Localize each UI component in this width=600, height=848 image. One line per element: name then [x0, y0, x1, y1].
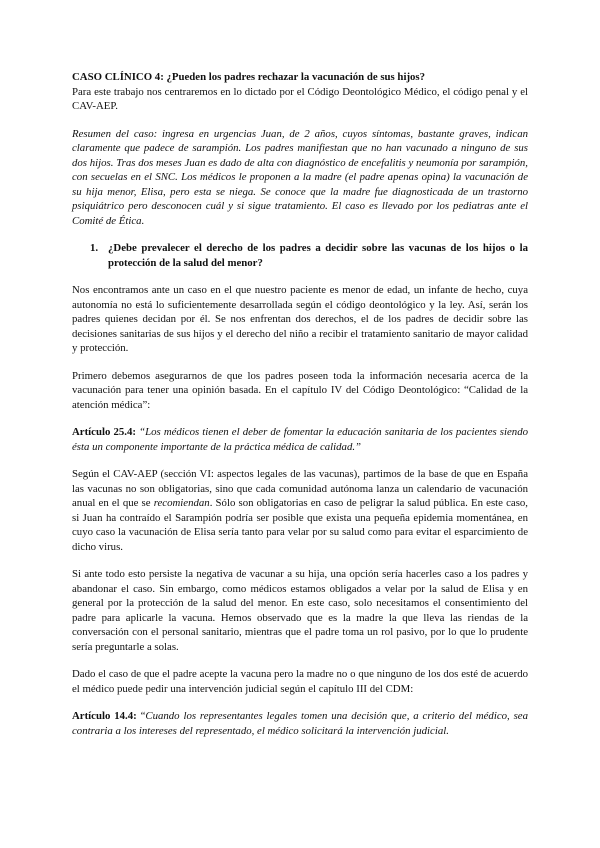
paragraph-2: Primero debemos asegurarnos de que los padres poseen toda la información necesaria acerca de la vacunación para tener una opinión basada. En el capítulo IV del Código Deontológico: “Calidad de la atención médica”:	[72, 369, 528, 411]
case-summary: Resumen del caso: ingresa en urgencias Juan, de 2 años, cuyos síntomas, bastante graves, indican claramente que padece de sarampión. Los padres manifiestan que no han vacunado a ninguno de sus dos hijos. Tras dos meses Juan es dado de alta con diagnóstico de encefalitis y neumonía por sarampión, con secuelas en el SNC. Los médicos le proponen a la madre (el padre apenas opina) la vacunación de su hija menor, Elisa, pero esta se niega. Se conoce que la madre fue diagnosticada de un trastorno psiquiátrico pero desconocen cuál y si sigue tratamiento. El caso es llevado por los pediatras ante el Comité de Ética.	[72, 127, 528, 227]
paragraph-5: Dado el caso de que el padre acepte la vacuna pero la madre no o que ninguno de los dos esté de acuerdo el médico puede pedir una intervención judicial según el capítulo III del CDM:	[72, 668, 528, 695]
article-25-4-label: Artículo 25.4:	[72, 426, 136, 438]
document-page	[72, 70, 528, 738]
paragraph-4: Si ante todo esto persiste la negativa de vacunar a su hija, una opción sería hacerles caso a los padres y abandonar el caso. Sin embargo, como médicos estamos obligados a velar por la salud de Elisa y en general por la protección de la salud del menor. En este caso, solo necesitamos el consentimiento del padre para aplicarle la vacuna. Hemos observado que es la madre la que lleva las riendas de la conversación con el personal sanitario, mientras que el padre toma un rol pasivo, por lo que lo prudente sería preguntarle a solas.	[72, 568, 528, 653]
article-14-4-label: Artículo 14.4:	[72, 710, 137, 722]
article-14-4	[72, 709, 528, 738]
article-14-4-quote: “	[136, 710, 146, 722]
article-14-4-text: Cuando los representantes legales tomen una decisión que, a criterio del médico, sea contraria a los intereses del representado, el médico solicitará la intervención judicial.	[72, 710, 528, 737]
paragraph-3	[72, 467, 528, 554]
article-25-4	[72, 425, 528, 454]
question-text: ¿Debe prevalecer el derecho de los padres a decidir sobre las vacunas de los hijos o la protección de la salud del menor?	[108, 242, 528, 269]
case-title: CASO CLÍNICO 4: ¿Pueden los padres rechazar la vacunación de sus hijos?	[72, 71, 426, 83]
paragraph-1: Nos encontramos ante un caso en el que nuestro paciente es menor de edad, un infante de hecho, cuya autonomía no está lo suficientemente desarrollada según el código deontológico y la ley. Así, serán los padres quienes decidan por él. Se nos enfrentan dos derechos, el de los padres de decidir sobre las decisiones sanitarias de sus hijos y el derecho del niño a recibir el tratamiento sanitario de mayor calidad y protección.	[72, 284, 528, 354]
question-number: 1.	[90, 242, 99, 254]
intro-paragraph: Para este trabajo nos centraremos en lo dictado por el Código Deontológico Médico, el código penal y el CAV-AEP.	[72, 85, 528, 112]
article-25-4-text: “Los médicos tienen el deber de fomentar la educación sanitaria de los pacientes siendo ésta un componente importante de la práctica médica de calidad.”	[72, 426, 528, 453]
paragraph-3-part-a: Según el CAV-AEP (sección VI: aspectos legales de las vacunas), partimos de la base de que en España las vacunas no son obligatorias, sino que cada comunidad autónoma lanza un calendario de vacunación anual en el que se	[72, 468, 528, 509]
paragraph-3-emphasis: recomiendan	[153, 497, 210, 509]
paragraph-3-part-b: . Sólo son obligatorias en caso de peligrar la salud pública. En este caso, si Juan ha contraído el Sarampión podría ser posible que exista una pequeña epidemia momentánea, en cuyo caso la vacunación de Elisa sería tanto para velar por su salud como para evitar el esparcimiento de dicho virus.	[72, 497, 528, 553]
question-heading	[90, 241, 528, 270]
